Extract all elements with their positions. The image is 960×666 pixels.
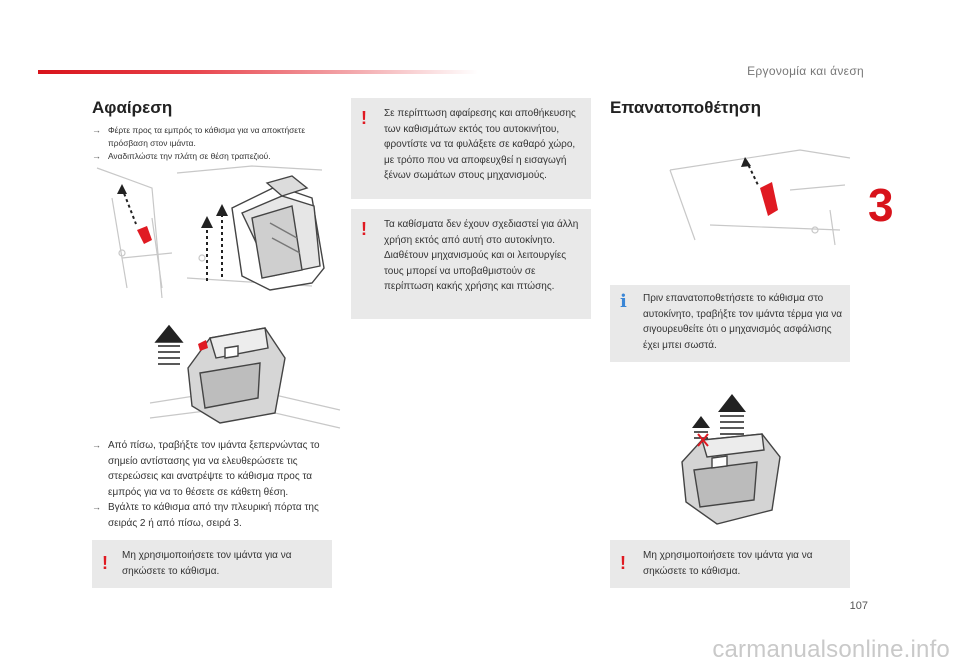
warning-box-storage	[351, 98, 591, 199]
exclamation-icon: !	[361, 219, 367, 239]
warning-text: Μη χρησιμοποιήσετε τον ιμάντα για να σηκώσετε το κάθισμα.	[122, 550, 292, 577]
seat-folded-illustration	[92, 158, 332, 308]
arrow-bullet-icon: →	[92, 151, 101, 161]
arrow-bullet-icon: →	[92, 502, 101, 512]
watermark: carmanualsonline.info	[712, 636, 950, 663]
arrow-bullet-icon: →	[92, 125, 101, 135]
exclamation-icon: !	[620, 553, 626, 573]
removal-steps-bottom	[92, 438, 342, 531]
exclamation-icon: !	[361, 108, 367, 128]
warning-text: Μη χρησιμοποιήσετε τον ιμάντα για να σηκώσετε το κάθισμα.	[643, 550, 813, 577]
list-item: → Φέρτε προς τα εμπρός το κάθισμα για να αποκτήσετε πρόσβαση στον ιμάντα.	[92, 125, 306, 148]
chapter-title: Εργονομία και άνεση	[747, 64, 864, 78]
list-item: → Αναδιπλώστε την πλάτη σε θέση τραπεζιού.	[92, 151, 271, 161]
chapter-number: 3	[868, 179, 894, 231]
warning-text: Σε περίπτωση αφαίρεσης και αποθήκευσης των καθισμάτων εκτός του αυτοκινήτου, φροντίστε να τα φυλάξετε σε καθαρό χώρο, με τρόπο που να αποφευχθεί η εισαγωγή ξένων σωμάτων στους μηχανισμούς.	[384, 108, 576, 181]
warning-box-removal	[92, 540, 332, 588]
exclamation-icon: !	[102, 553, 108, 573]
info-icon: i	[620, 291, 627, 312]
warning-text: Τα καθίσματα δεν έχουν σχεδιαστεί για άλλη χρήση εκτός από αυτή στο αυτοκίνητο. Διαθέτουν μηχανισμούς και οι λειτουργίες τους μπορεί να υποβαθμιστούν σε περίπτωση κακής χρήσης και πτώσης.	[384, 219, 579, 292]
section-title-refitting: Επανατοποθέτηση	[610, 98, 762, 117]
section-title-removal: Αφαίρεση	[92, 98, 173, 117]
seat-lift-illustration	[150, 318, 340, 438]
list-item: → Από πίσω, τραβήξτε τον ιμάντα ξεπερνώντας το σημείο αντίστασης για να ελευθερώσετε τις στερεώσεις και ανατρέψτε το κάθισμα προς τα εμπρός για να το θέσετε σε κάθετη θέση.	[92, 440, 320, 498]
info-box-refitting	[610, 285, 850, 362]
list-item: → Βγάλτε το κάθισμα από την πλευρική πόρτα της σειράς 2 ή από πίσω, σειρά 3.	[92, 502, 319, 529]
header-accent-bar	[38, 70, 478, 74]
warning-box-usage	[351, 209, 591, 319]
warning-box-refitting	[610, 540, 850, 588]
page-number: 107	[849, 600, 868, 612]
arrow-bullet-icon: →	[92, 440, 101, 450]
info-text: Πριν επανατοποθετήσετε το κάθισμα στο αυτοκίνητο, τραβήξτε τον ιμάντα τέρμα για να σιγουρευθείτε ότι ο μηχανισμός ασφάλισης έχει μπει σωστά.	[643, 293, 842, 351]
seat-anchor-illustration	[650, 130, 850, 255]
seat-refit-illustration	[672, 382, 822, 532]
